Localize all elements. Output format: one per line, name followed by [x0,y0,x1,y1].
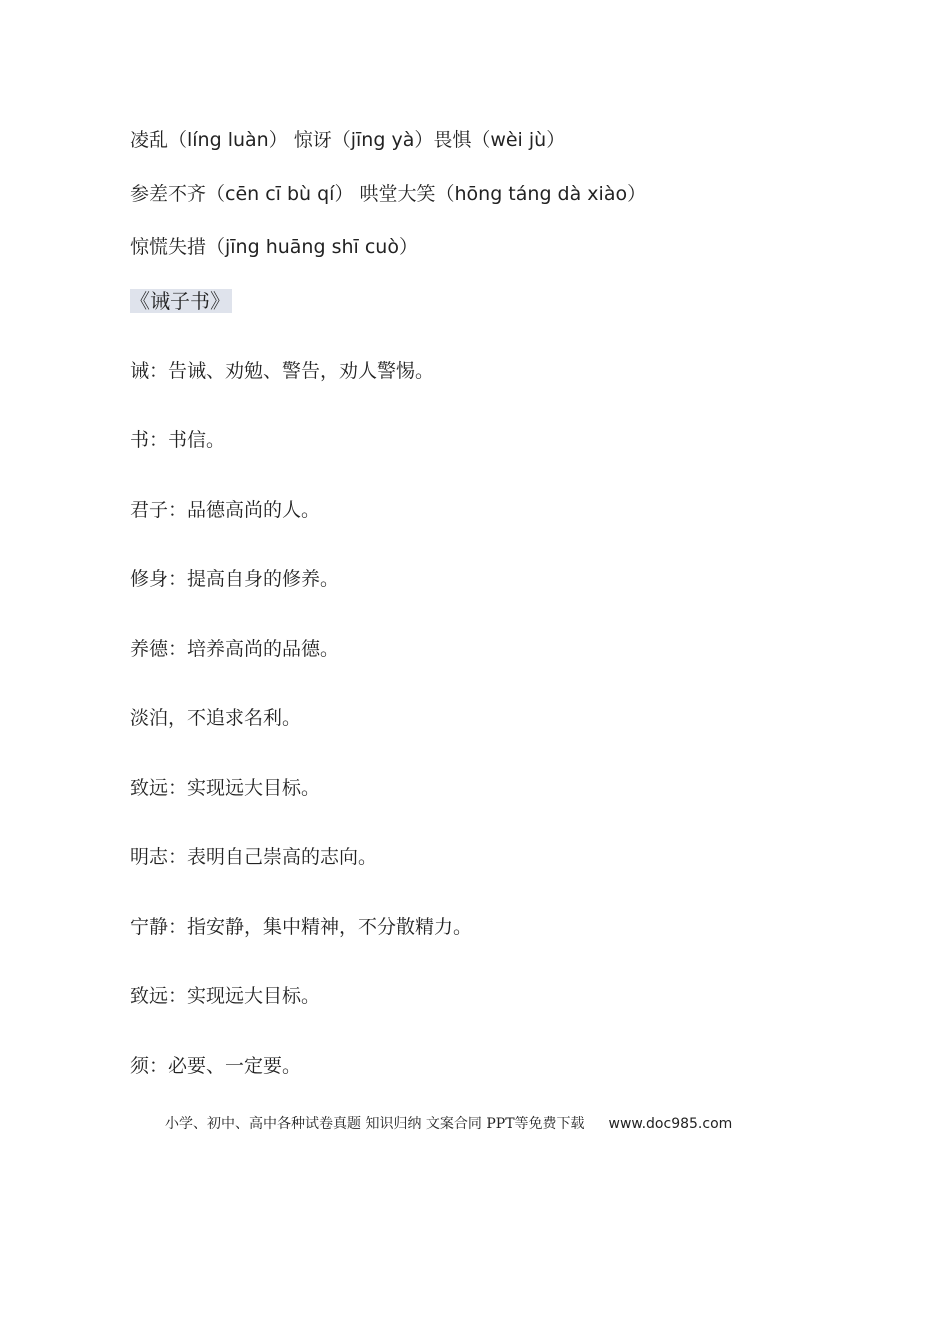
footer-link[interactable]: www.doc985.com [608,1116,733,1132]
footer-text: 小学、初中、高中各种试卷真题 知识归纳 文案合同 PPT等免费下载 [165,1116,585,1132]
section-title: 《诫子书》 [130,289,230,313]
definition-line: 明志：表明自己崇高的志向。 [130,846,378,868]
definition-line: 诫：告诫、劝勉、警告，劝人警惕。 [130,360,435,382]
definition-line: 淡泊，不追求名利。 [130,707,302,729]
definition-line: 君子：品德高尚的人。 [130,499,321,521]
pinyin-line-1: 凌乱（líng luàn） 惊讶（jīng yà）畏惧（wèi jù） [130,129,566,151]
pinyin-line-2: 参差不齐（cēn cī bù qí） 哄堂大笑（hōng táng dà xiào） [130,183,647,205]
definition-line: 修身：提高自身的修养。 [130,568,340,590]
definition-line: 养德：培养高尚的品德。 [130,638,340,660]
definition-line: 宁静：指安静，集中精神，不分散精力。 [130,916,473,938]
definition-line: 书：书信。 [130,429,226,451]
pinyin-line-3: 惊慌失措（jīng huāng shī cuò） [130,236,418,258]
definition-line: 致远：实现远大目标。 [130,777,321,799]
definition-line: 致远：实现远大目标。 [130,985,321,1007]
page-footer [165,1114,732,1134]
definition-line: 须：必要、一定要。 [130,1055,302,1077]
